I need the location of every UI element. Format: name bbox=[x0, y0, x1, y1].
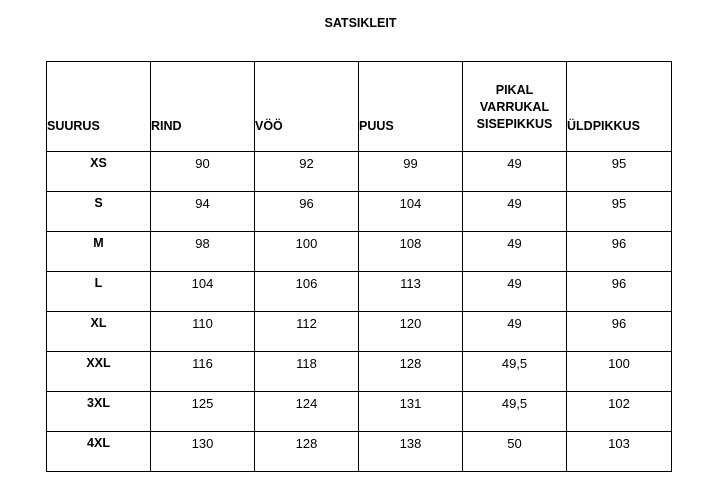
cell-size: S bbox=[47, 192, 151, 232]
cell-pikal: 49,5 bbox=[463, 392, 567, 432]
table-row bbox=[47, 432, 672, 472]
cell-size: L bbox=[47, 272, 151, 312]
table-row bbox=[47, 192, 672, 232]
cell-puus: 120 bbox=[359, 312, 463, 352]
cell-pikal: 49,5 bbox=[463, 352, 567, 392]
table-row bbox=[47, 352, 672, 392]
cell-uldpikkus: 96 bbox=[567, 232, 672, 272]
header-uldpikkus: ÜLDPIKKUS bbox=[567, 62, 672, 152]
cell-rind: 98 bbox=[151, 232, 255, 272]
cell-rind: 110 bbox=[151, 312, 255, 352]
cell-rind: 94 bbox=[151, 192, 255, 232]
cell-voo: 106 bbox=[255, 272, 359, 312]
cell-pikal: 49 bbox=[463, 152, 567, 192]
page-title: SATSIKLEIT bbox=[324, 16, 397, 30]
cell-size: XXL bbox=[47, 352, 151, 392]
cell-uldpikkus: 95 bbox=[567, 152, 672, 192]
cell-rind: 130 bbox=[151, 432, 255, 472]
cell-size: XL bbox=[47, 312, 151, 352]
cell-puus: 138 bbox=[359, 432, 463, 472]
table-header-row bbox=[47, 62, 672, 152]
cell-voo: 128 bbox=[255, 432, 359, 472]
cell-size: M bbox=[47, 232, 151, 272]
cell-voo: 112 bbox=[255, 312, 359, 352]
header-pikal-line1: PIKAL bbox=[495, 83, 534, 97]
header-voo: VÖÖ bbox=[255, 62, 359, 152]
cell-voo: 118 bbox=[255, 352, 359, 392]
cell-puus: 99 bbox=[359, 152, 463, 192]
header-pikal-varrukal-sisepikkus bbox=[463, 62, 567, 152]
cell-rind: 90 bbox=[151, 152, 255, 192]
cell-pikal: 49 bbox=[463, 312, 567, 352]
cell-puus: 113 bbox=[359, 272, 463, 312]
cell-uldpikkus: 103 bbox=[567, 432, 672, 472]
header-pikal-line2: VARRUKAL bbox=[479, 100, 550, 114]
cell-uldpikkus: 102 bbox=[567, 392, 672, 432]
header-rind: RIND bbox=[151, 62, 255, 152]
table-row bbox=[47, 232, 672, 272]
cell-voo: 124 bbox=[255, 392, 359, 432]
cell-uldpikkus: 95 bbox=[567, 192, 672, 232]
cell-rind: 125 bbox=[151, 392, 255, 432]
cell-pikal: 50 bbox=[463, 432, 567, 472]
cell-rind: 104 bbox=[151, 272, 255, 312]
header-suurus: SUURUS bbox=[47, 62, 151, 152]
cell-size: 4XL bbox=[47, 432, 151, 472]
table-row bbox=[47, 152, 672, 192]
table-row bbox=[47, 272, 672, 312]
cell-voo: 92 bbox=[255, 152, 359, 192]
cell-puus: 128 bbox=[359, 352, 463, 392]
cell-size: 3XL bbox=[47, 392, 151, 432]
size-table bbox=[46, 61, 672, 472]
cell-uldpikkus: 96 bbox=[567, 312, 672, 352]
cell-pikal: 49 bbox=[463, 232, 567, 272]
cell-pikal: 49 bbox=[463, 272, 567, 312]
header-pikal-line3: SISEPIKKUS bbox=[476, 117, 553, 131]
cell-size: XS bbox=[47, 152, 151, 192]
cell-uldpikkus: 96 bbox=[567, 272, 672, 312]
cell-pikal: 49 bbox=[463, 192, 567, 232]
cell-uldpikkus: 100 bbox=[567, 352, 672, 392]
cell-voo: 100 bbox=[255, 232, 359, 272]
table-row bbox=[47, 392, 672, 432]
cell-voo: 96 bbox=[255, 192, 359, 232]
cell-rind: 116 bbox=[151, 352, 255, 392]
table-row bbox=[47, 312, 672, 352]
cell-puus: 104 bbox=[359, 192, 463, 232]
cell-puus: 131 bbox=[359, 392, 463, 432]
header-puus: PUUS bbox=[359, 62, 463, 152]
cell-puus: 108 bbox=[359, 232, 463, 272]
